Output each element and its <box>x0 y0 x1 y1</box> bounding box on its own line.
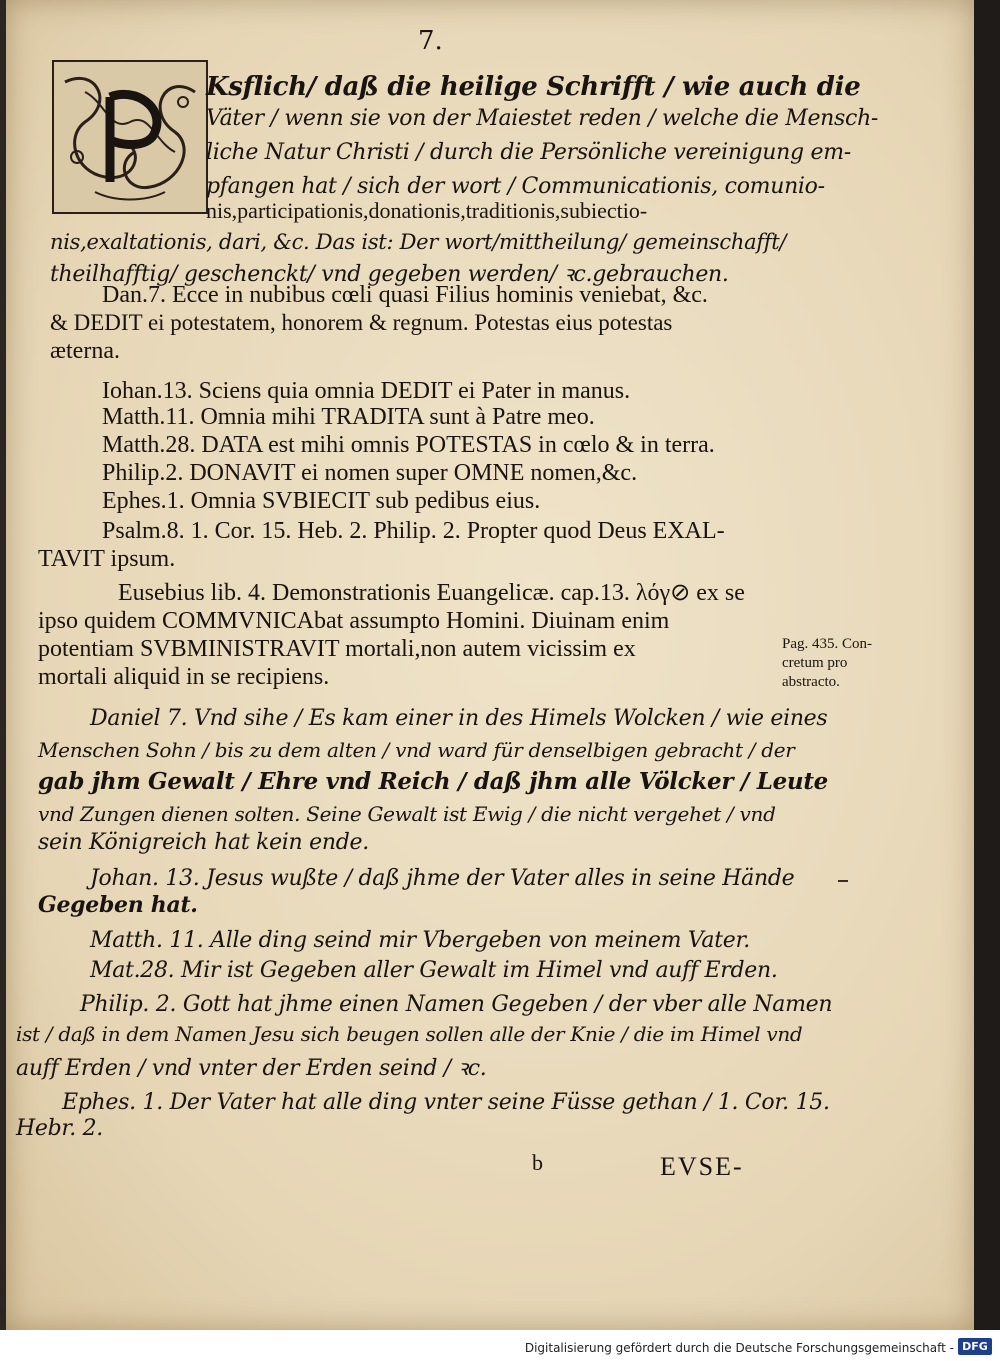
page-edge <box>974 0 1000 1330</box>
signature-mark: b <box>532 1150 543 1175</box>
margin-note-line: abstracto. <box>782 674 840 690</box>
text-line: nis,participationis,donationis,traditionis,subiectio- <box>206 198 648 223</box>
text-line: Daniel 7. Vnd sihe / Es kam einer in des Himels Wolcken / wie eines <box>90 706 828 731</box>
margin-note-line: Pag. 435. Con- <box>782 636 872 652</box>
text-line: Menschen Sohn / bis zu dem alten / vnd ward für denselbigen gebracht / der <box>38 738 795 762</box>
text-line: Philip. 2. Gott hat jhme einen Namen Gegeben / der vber alle Namen <box>80 992 833 1017</box>
text-line: theilhafftig/ geschenckt/ vnd gegeben werden/ ꝛc.gebrauchen. <box>50 262 729 287</box>
text-line: nis,exaltationis, dari, &c. Das ist: Der wort/mittheilung/ gemeinschafft/ <box>50 230 787 254</box>
text-line: Ephes.1. Omnia SVBIECIT sub pedibus eius. <box>102 488 541 514</box>
catchword: EVSE- <box>660 1152 744 1181</box>
text-line: Väter / wenn sie von der Maiestet reden / welche die Mensch- <box>206 106 879 131</box>
text-line: Iohan.13. Sciens quia omnia DEDIT ei Pater in manus. <box>102 378 631 404</box>
text-line: vnd Zungen dienen solten. Seine Gewalt ist Ewig / die nicht vergehet / vnd <box>38 802 776 826</box>
text-line: Ksflich/ daß die heilige Schrifft / wie auch die <box>206 72 861 102</box>
text-line: gab jhm Gewalt / Ehre vnd Reich / daß jhm alle Völcker / Leute <box>38 768 829 795</box>
text-line: TAVIT ipsum. <box>38 546 176 572</box>
text-line: Matth.11. Omnia mihi TRADITA sunt à Patre meo. <box>102 404 595 430</box>
margin-note-line: cretum pro <box>782 655 848 671</box>
text-line: mortali aliquid in se recipiens. <box>38 664 330 690</box>
text-line: Ephes. 1. Der Vater hat alle ding vnter seine Füsse gethan / 1. Cor. 15. <box>62 1090 830 1115</box>
text-line: sein Königreich hat kein ende. <box>38 830 369 855</box>
text-line: Eusebius lib. 4. Demonstrationis Euangelicæ. cap.13. λόγ⊘ ex se <box>118 580 745 606</box>
dfg-logo: DFG <box>958 1338 992 1355</box>
pen-mark <box>838 880 848 882</box>
ornament-icon <box>54 62 206 212</box>
text-line: Gegeben hat. <box>38 892 198 918</box>
text-line: Matth.28. DATA est mihi omnis POTESTAS in cœlo & in terra. <box>102 432 715 458</box>
text-line: ist / daß in dem Namen Jesu sich beugen sollen alle der Knie / die im Himel vnd <box>16 1022 803 1046</box>
text-line: ipso quidem COMMVNICAbat assumpto Homini. Diuinam enim <box>38 608 670 634</box>
footer-credit: Digitalisierung gefördert durch die Deutsche Forschungsgemeinschaft - <box>524 1341 954 1355</box>
page-number: 7. <box>418 26 443 56</box>
text-line: Dan.7. Ecce in nubibus cœli quasi Filius hominis veniebat, &c. <box>102 282 708 308</box>
decorated-initial <box>52 60 208 214</box>
text-line: pfangen hat / sich der wort / Communicationis, comunio- <box>206 174 825 199</box>
text-line: Hebr. 2. <box>16 1116 103 1141</box>
text-line: Mat.28. Mir ist Gegeben aller Gewalt im Himel vnd auff Erden. <box>90 958 778 983</box>
text-line: æterna. <box>50 338 120 364</box>
text-line: Johan. 13. Jesus wußte / daß jhme der Vater alles in seine Hände <box>90 866 795 891</box>
text-line: Psalm.8. 1. Cor. 15. Heb. 2. Philip. 2. Propter quod Deus EXAL- <box>102 518 725 544</box>
text-line: Philip.2. DONAVIT ei nomen super OMNE nomen,&c. <box>102 460 638 486</box>
text-line: & DEDIT ei potestatem, honorem & regnum. Potestas eius potestas <box>50 310 673 335</box>
text-line: auff Erden / vnd vnter der Erden seind / ꝛc. <box>16 1056 487 1081</box>
text-line: potentiam SVBMINISTRAVIT mortali,non autem vicissim ex <box>38 636 636 662</box>
text-line: liche Natur Christi / durch die Persönliche vereinigung em- <box>206 140 851 165</box>
text-line: Matth. 11. Alle ding seind mir Vbergeben von meinem Vater. <box>90 928 751 953</box>
